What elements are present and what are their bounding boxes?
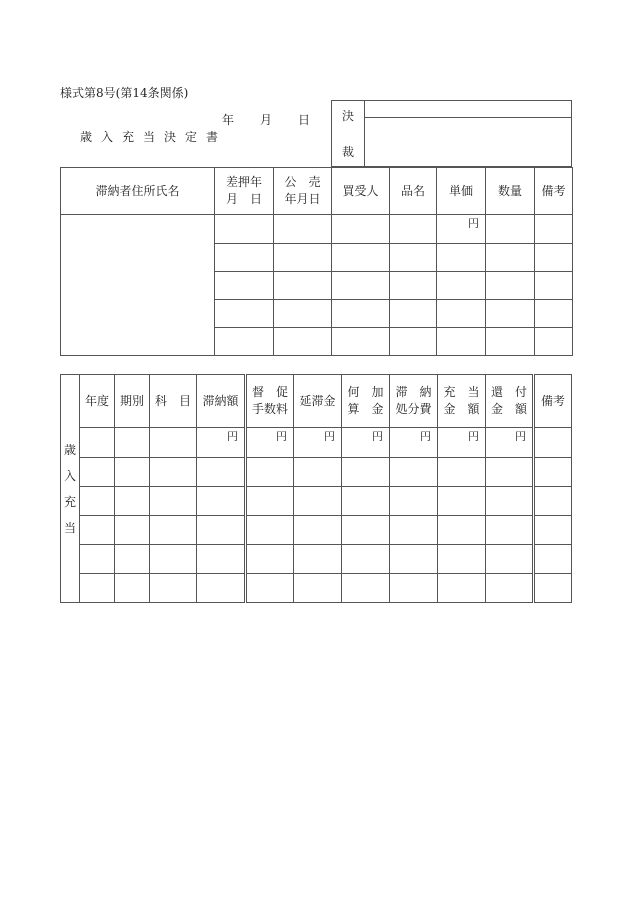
cell-auction-date[interactable]: [274, 244, 332, 272]
header-reminder-fee: [246, 375, 294, 428]
header-additional-tax-line: 算 金: [347, 402, 384, 416]
cell-allocation-amount[interactable]: 円: [438, 428, 486, 458]
cell-reminder-fee[interactable]: 円: [246, 428, 294, 458]
header-quantity: [486, 168, 535, 215]
cell-fiscal-year[interactable]: [80, 428, 115, 458]
side-label-char: 充: [63, 494, 76, 509]
cell-reminder-fee[interactable]: [246, 516, 294, 545]
date-line: [222, 111, 310, 128]
cell-fiscal-year[interactable]: [80, 516, 115, 545]
header-additional-tax: [342, 375, 390, 428]
cell-item-name[interactable]: [390, 215, 437, 244]
cell-delinquent-amount[interactable]: [197, 487, 246, 516]
table-row: [61, 428, 572, 458]
cell-period[interactable]: [115, 458, 150, 487]
cell-account-item[interactable]: [150, 574, 197, 603]
cell-period[interactable]: [115, 574, 150, 603]
cell-seizure-date[interactable]: [215, 272, 274, 300]
cell-refund-amount[interactable]: [486, 574, 534, 603]
table-row: [61, 574, 572, 603]
header-auction-date-line: 公 売: [284, 175, 321, 189]
table-row: [61, 458, 572, 487]
table-row: [61, 487, 572, 516]
cell-refund-amount[interactable]: [486, 487, 534, 516]
cell-delinquent-amount[interactable]: [197, 545, 246, 574]
cell-buyer[interactable]: [332, 328, 390, 356]
side-label-char: 歳: [63, 442, 76, 457]
cell-reminder-fee[interactable]: [246, 545, 294, 574]
cell-buyer[interactable]: [332, 272, 390, 300]
header-late-charge: [294, 375, 342, 428]
cell-allocation-amount[interactable]: [438, 487, 486, 516]
cell-refund-amount[interactable]: 円: [486, 428, 534, 458]
cell-allocation-amount[interactable]: [438, 458, 486, 487]
cell-item-name[interactable]: [390, 328, 437, 356]
cell-seizure-date[interactable]: [215, 215, 274, 244]
cell-late-charge[interactable]: [294, 487, 342, 516]
revenue-table: [60, 374, 572, 603]
revenue-side-label: [61, 375, 80, 603]
cell-additional-tax[interactable]: [342, 574, 390, 603]
cell-remarks[interactable]: [535, 272, 573, 300]
header-disposition-cost-line: 処分費: [395, 402, 432, 416]
cell-buyer[interactable]: [332, 300, 390, 328]
cell-seizure-date[interactable]: [215, 244, 274, 272]
approval-cell-top[interactable]: [365, 101, 572, 118]
header-reminder-fee-line: 手数料: [251, 402, 288, 416]
document-title: 歳入充当決定書: [80, 130, 228, 144]
header-additional-tax-line: 何 加: [347, 385, 384, 399]
header-allocation-amount-line: 金 額: [443, 402, 480, 416]
cell-refund-amount[interactable]: [486, 516, 534, 545]
cell-disposition-cost[interactable]: [390, 574, 438, 603]
header-delinquent-amount: [197, 375, 246, 428]
cell-unit-price[interactable]: [437, 244, 486, 272]
header-delinquent-address-name-line: 滞納者住所氏名: [95, 183, 180, 198]
cell-delinquent-amount[interactable]: [197, 458, 246, 487]
cell-refund-amount[interactable]: [486, 545, 534, 574]
cell-disposition-cost[interactable]: [390, 487, 438, 516]
cell-unit-price[interactable]: [437, 328, 486, 356]
seizure-header-row: [61, 168, 573, 215]
header-disposition-cost: [390, 375, 438, 428]
cell-quantity[interactable]: [486, 215, 535, 244]
cell-fiscal-year[interactable]: [80, 487, 115, 516]
approval-cell-bottom[interactable]: [365, 118, 572, 167]
approval-box: [331, 100, 572, 167]
revenue-header-row: [61, 375, 572, 428]
header-unit-price-line: 単価: [448, 183, 473, 198]
cell-auction-date[interactable]: [274, 328, 332, 356]
header-remarks-line: 備考: [541, 183, 566, 198]
cell-remarks[interactable]: [534, 574, 572, 603]
cell-reminder-fee[interactable]: [246, 487, 294, 516]
cell-quantity[interactable]: [486, 328, 535, 356]
cell-remarks[interactable]: [534, 545, 572, 574]
cell-remarks[interactable]: [534, 458, 572, 487]
cell-item-name[interactable]: [390, 272, 437, 300]
cell-allocation-amount[interactable]: [438, 574, 486, 603]
delinquent-address-cell[interactable]: [61, 215, 215, 356]
cell-reminder-fee[interactable]: [246, 574, 294, 603]
cell-unit-price[interactable]: [437, 272, 486, 300]
cell-late-charge[interactable]: [294, 458, 342, 487]
date-year-label: 年: [222, 113, 235, 127]
header-disposition-cost-line: 滞 納: [395, 385, 432, 399]
seizure-table: [60, 167, 573, 356]
header-delinquent-amount-line: 滞納額: [202, 393, 239, 408]
cell-additional-tax[interactable]: [342, 545, 390, 574]
header-allocation-amount-line: 充 当: [443, 385, 480, 399]
cell-period[interactable]: [115, 428, 150, 458]
header-seizure-date-line: 月 日: [225, 192, 262, 206]
header-late-charge-line: 延滞金: [299, 393, 336, 408]
header-reminder-fee-line: 督 促: [251, 385, 288, 399]
approval-label: 決 裁: [332, 101, 365, 167]
header-buyer: [332, 168, 390, 215]
cell-late-charge[interactable]: [294, 574, 342, 603]
cell-account-item[interactable]: [150, 545, 197, 574]
cell-additional-tax[interactable]: [342, 516, 390, 545]
cell-allocation-amount[interactable]: [438, 516, 486, 545]
cell-fiscal-year[interactable]: [80, 545, 115, 574]
cell-additional-tax[interactable]: [342, 458, 390, 487]
cell-account-item[interactable]: [150, 516, 197, 545]
cell-remarks[interactable]: [535, 300, 573, 328]
cell-seizure-date[interactable]: [215, 300, 274, 328]
cell-remarks[interactable]: [534, 516, 572, 545]
header-period-line: 期別: [119, 393, 144, 408]
cell-reminder-fee[interactable]: [246, 458, 294, 487]
cell-period[interactable]: [115, 545, 150, 574]
header-item-name: [390, 168, 437, 215]
cell-quantity[interactable]: [486, 300, 535, 328]
header-auction-date-line: 年月日: [284, 192, 321, 206]
cell-auction-date[interactable]: [274, 300, 332, 328]
header-account-item-line: 科 目: [154, 393, 191, 408]
header-buyer-line: 買受人: [342, 183, 379, 198]
cell-remarks[interactable]: [535, 328, 573, 356]
table-row: [61, 516, 572, 545]
table-row: [61, 545, 572, 574]
cell-remarks[interactable]: [534, 487, 572, 516]
cell-period[interactable]: [115, 516, 150, 545]
cell-buyer[interactable]: [332, 244, 390, 272]
cell-account-item[interactable]: [150, 487, 197, 516]
cell-remarks[interactable]: [535, 244, 573, 272]
cell-allocation-amount[interactable]: [438, 545, 486, 574]
header-remarks: [534, 375, 572, 428]
form-id: 様式第8号(第14条関係): [60, 86, 189, 100]
cell-fiscal-year[interactable]: [80, 574, 115, 603]
header-account-item: [150, 375, 197, 428]
cell-period[interactable]: [115, 487, 150, 516]
cell-delinquent-amount[interactable]: 円: [197, 428, 246, 458]
cell-auction-date[interactable]: [274, 215, 332, 244]
header-quantity-line: 数量: [497, 183, 522, 198]
header-item-name-line: 品名: [400, 183, 425, 198]
cell-remarks[interactable]: [534, 428, 572, 458]
cell-refund-amount[interactable]: [486, 458, 534, 487]
cell-item-name[interactable]: [390, 300, 437, 328]
cell-late-charge[interactable]: 円: [294, 428, 342, 458]
header-auction-date: [274, 168, 332, 215]
cell-disposition-cost[interactable]: 円: [390, 428, 438, 458]
cell-fiscal-year[interactable]: [80, 458, 115, 487]
side-label-char: 当: [63, 520, 76, 535]
cell-account-item[interactable]: [150, 428, 197, 458]
header-refund-amount-line: 還 付: [490, 385, 527, 399]
cell-additional-tax[interactable]: 円: [342, 428, 390, 458]
cell-quantity[interactable]: [486, 272, 535, 300]
header-fiscal-year: [80, 375, 115, 428]
cell-unit-price[interactable]: 円: [437, 215, 486, 244]
header-fiscal-year-line: 年度: [84, 393, 109, 408]
header-delinquent-address-name: [61, 168, 215, 215]
cell-delinquent-amount[interactable]: [197, 574, 246, 603]
cell-late-charge[interactable]: [294, 516, 342, 545]
header-allocation-amount: [438, 375, 486, 428]
side-label-char: 入: [63, 468, 76, 483]
cell-buyer[interactable]: [332, 215, 390, 244]
header-refund-amount-line: 金 額: [490, 402, 527, 416]
date-month-label: 月: [260, 113, 273, 127]
header-refund-amount: [486, 375, 534, 428]
cell-late-charge[interactable]: [294, 545, 342, 574]
cell-disposition-cost[interactable]: [390, 516, 438, 545]
header-unit-price: [437, 168, 486, 215]
cell-disposition-cost[interactable]: [390, 458, 438, 487]
cell-disposition-cost[interactable]: [390, 545, 438, 574]
header-period: [115, 375, 150, 428]
cell-item-name[interactable]: [390, 244, 437, 272]
header-remarks-line: 備考: [540, 393, 565, 408]
cell-seizure-date[interactable]: [215, 328, 274, 356]
cell-quantity[interactable]: [486, 244, 535, 272]
table-row: [61, 215, 573, 244]
cell-remarks[interactable]: [535, 215, 573, 244]
cell-delinquent-amount[interactable]: [197, 516, 246, 545]
cell-unit-price[interactable]: [437, 300, 486, 328]
date-day-label: 日: [298, 113, 311, 127]
cell-account-item[interactable]: [150, 458, 197, 487]
cell-additional-tax[interactable]: [342, 487, 390, 516]
header-seizure-date-line: 差押年: [225, 175, 262, 189]
cell-auction-date[interactable]: [274, 272, 332, 300]
header-seizure-date: [215, 168, 274, 215]
header-remarks: [535, 168, 573, 215]
